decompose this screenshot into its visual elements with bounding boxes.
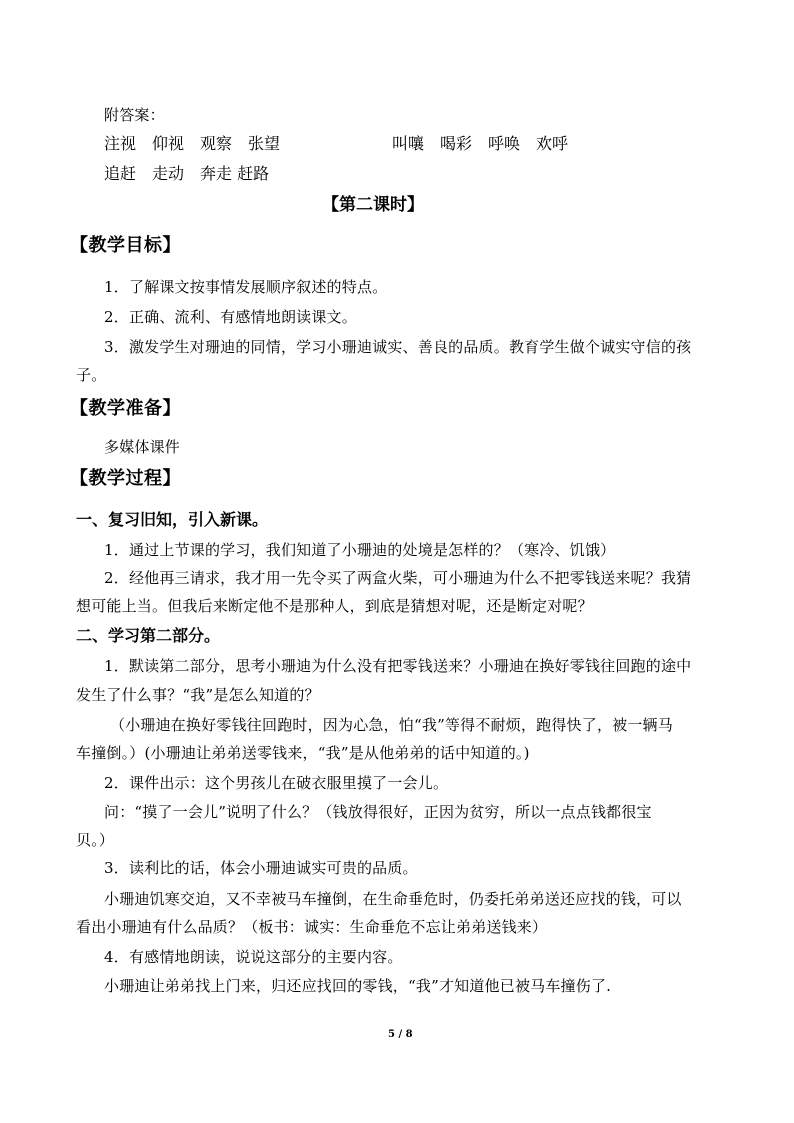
part2-title: 二、学习第二部分。 <box>76 626 221 645</box>
page-number: 5 / 8 <box>388 1029 413 1040</box>
part2-answer-1-line-1: （小珊迪在换好零钱往回跑时，因为心急，怕“我”等得不耐烦，跑得快了，被一辆马 <box>110 716 673 734</box>
part2-question-4: 4．有感情地朗读，说说这部分的主要内容。 <box>104 948 403 966</box>
prep-text: 多媒体课件 <box>104 438 181 456</box>
goal-item-3-line-2: 子。 <box>76 366 107 384</box>
part2-question-1-line-1: 1．默读第二部分，思考小珊迪为什么没有把零钱送来？小珊迪在换好零钱往回跑的途中 <box>104 657 692 675</box>
lesson-title: 【第二课时】 <box>322 195 424 215</box>
goal-item-2: 2．正确、流利、有感情地朗读课文。 <box>104 308 357 326</box>
part2-question-4-text: 小珊迪让弟弟找上门来，归还应找回的零钱，“我”才知道他已被马车撞伤了. <box>104 977 612 995</box>
answers-row1-right: 叫嚷 喝彩 呼唤 欢呼 <box>392 134 569 153</box>
part2-question-3: 3．读利比的话，体会小珊迪诚实可贵的品质。 <box>104 859 418 877</box>
answers-row1-left: 注视 仰视 观察 张望 <box>104 134 281 153</box>
part1-paragraph-1: 1．通过上节课的学习，我们知道了小珊迪的处境是怎样的？（寒冷、饥饿） <box>104 541 616 559</box>
part2-question-3-text-line-1: 小珊迪饥寒交迫，又不幸被马车撞倒，在生命垂危时，仍委托弟弟送还应找的钱，可以 <box>104 890 682 908</box>
process-heading: 【教学过程】 <box>70 468 181 489</box>
goal-item-3-line-1: 3．激发学生对珊迪的同情，学习小珊迪诚实、善良的品质。教育学生做个诚实守信的孩 <box>104 338 692 356</box>
part2-question-2-ask-line-2: 贝。） <box>76 831 115 849</box>
answers-row2: 追赶 走动 奔走 赶路 <box>104 164 270 183</box>
part1-paragraph-2-line-1: 2．经他再三请求，我才用一先令买了两盒火柴，可小珊迪为什么不把零钱送来呢？我猜 <box>104 569 692 587</box>
part2-question-3-text-line-2: 看出小珊迪有什么品质？（板书：诚实：生命垂危不忘让弟弟送钱来） <box>76 918 548 936</box>
part2-question-2: 2．课件出示：这个男孩儿在破衣服里摸了一会儿。 <box>104 774 449 792</box>
part2-answer-1-line-2: 车撞倒。）(小珊迪让弟弟送零钱来，“我”是从他弟弟的话中知道的。) <box>76 744 530 762</box>
goals-heading: 【教学目标】 <box>70 235 181 256</box>
part2-question-2-ask-line-1: 问：“摸了一会儿”说明了什么？（钱放得很好，正因为贫穷，所以一点点钱都很宝 <box>104 803 652 821</box>
answers-label: 附答案： <box>104 106 165 124</box>
prep-heading: 【教学准备】 <box>70 398 181 419</box>
goal-item-1: 1．了解课文按事情发展顺序叙述的特点。 <box>104 278 388 296</box>
part2-question-1-line-2: 发生了什么事？“我”是怎么知道的？ <box>76 686 320 704</box>
part1-paragraph-2-line-2: 想可能上当。但我后来断定他不是那种人，到底是猜想对呢，还是断定对呢？ <box>76 597 593 615</box>
part1-title: 一、复习旧知，引入新课。 <box>76 510 269 529</box>
